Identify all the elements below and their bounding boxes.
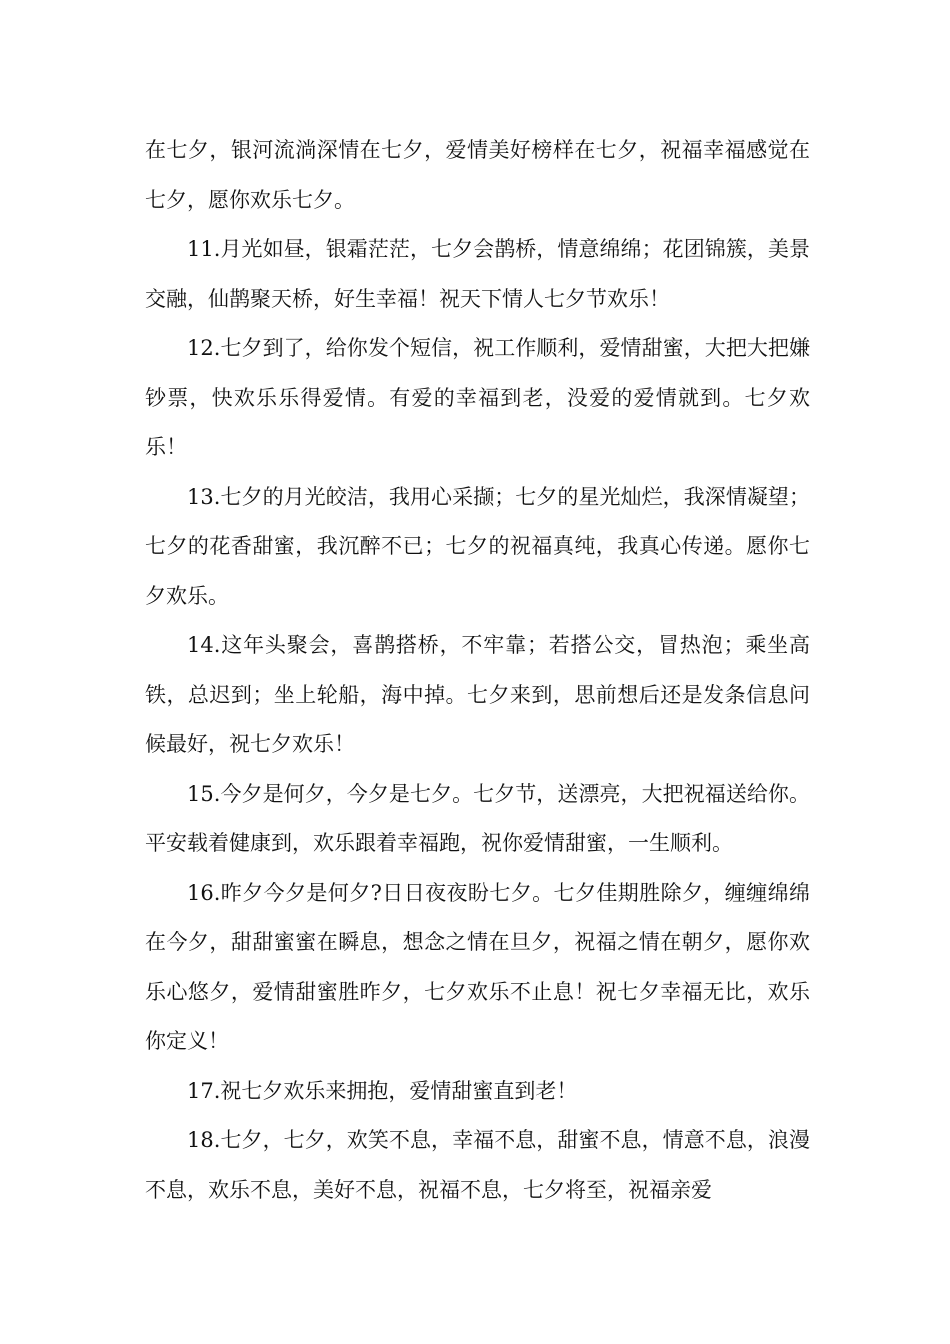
paragraph-item-16: 16.昨夕今夕是何夕?日日夜夜盼七夕。七夕佳期胜除夕，缠缠绵绵在今夕，甜甜蜜蜜在瞬息，想念之情在旦夕，祝福之情在朝夕，愿你欢乐心悠夕，爱情甜蜜胜昨夕，七夕欢乐不止息！祝七夕幸福无比，欢乐你定义！ (145, 880, 810, 1053)
paragraph-item-11: 11.月光如昼，银霜茫茫，七夕会鹊桥，情意绵绵；花团锦簇，美景交融，仙鹊聚天桥，好生幸福！祝天下情人七夕节欢乐！ (145, 237, 810, 311)
paragraph-item-12: 12.七夕到了，给你发个短信，祝工作顺利，爱情甜蜜，大把大把嫌钞票，快欢乐乐得爱情。有爱的幸福到老，没爱的爱情就到。七夕欢乐！ (145, 336, 810, 459)
document-body (145, 126, 810, 1215)
paragraph-item-14: 14.这年头聚会，喜鹊搭桥，不牢靠；若搭公交，冒热泡；乘坐高铁，总迟到；坐上轮船，海中掉。七夕来到，思前想后还是发条信息问候最好，祝七夕欢乐！ (145, 633, 810, 756)
paragraph-item-18: 18.七夕，七夕，欢笑不息，幸福不息，甜蜜不息，情意不息，浪漫不息，欢乐不息，美好不息，祝福不息，七夕将至，祝福亲爱 (145, 1128, 810, 1202)
paragraph-item-13: 13.七夕的月光皎洁，我用心采撷；七夕的星光灿烂，我深情凝望；七夕的花香甜蜜，我沉醉不已；七夕的祝福真纯，我真心传递。愿你七夕欢乐。 (145, 484, 810, 608)
paragraph-item-15: 15.今夕是何夕，今夕是七夕。七夕节，送漂亮，大把祝福送给你。平安载着健康到，欢乐跟着幸福跑，祝你爱情甜蜜，一生顺利。 (145, 781, 810, 855)
paragraph-continuation: 在七夕，银河流淌深情在七夕，爱情美好榜样在七夕，祝福幸福感觉在七夕，愿你欢乐七夕。 (145, 138, 810, 212)
paragraph-item-17: 17.祝七夕欢乐来拥抱，爱情甜蜜直到老！ (187, 1078, 578, 1103)
